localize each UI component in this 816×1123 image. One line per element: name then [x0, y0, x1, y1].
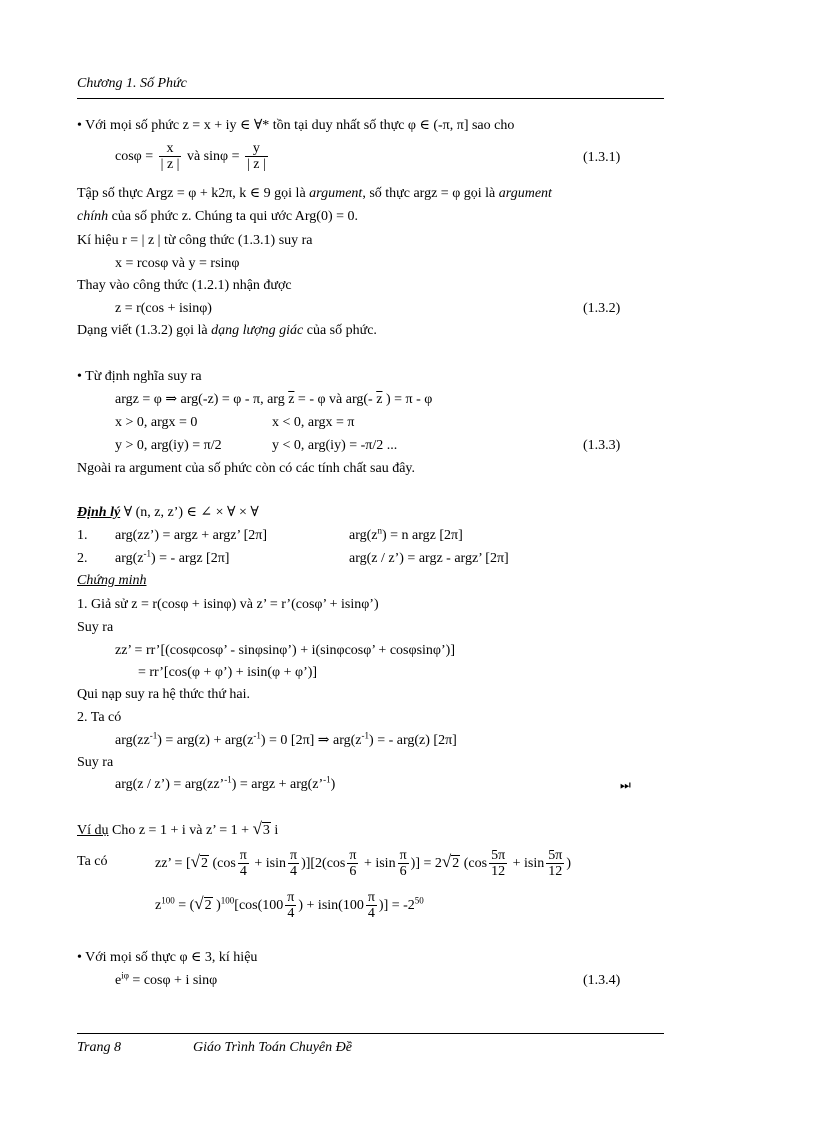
- formula-line: [155, 845, 571, 881]
- denominator: 6: [399, 864, 407, 880]
- equation-number: (1.3.3): [583, 438, 621, 453]
- text-line: Ta có: [77, 854, 108, 869]
- text-line: 2. Ta có: [77, 710, 122, 725]
- end-of-proof-icon: ⏭: [620, 778, 631, 792]
- text-line: • Từ định nghĩa suy ra: [77, 369, 202, 384]
- conjugate-z: $\overline{z}$: [288, 392, 295, 407]
- text-span: (cos: [208, 856, 236, 871]
- fraction: [366, 890, 377, 921]
- superscript: 100: [161, 895, 175, 906]
- text-line: = rr’[cos(φ + φ’) + isin(φ + φ’)]: [138, 665, 318, 680]
- text-span: + isin: [250, 856, 286, 871]
- equation-number: (1.3.1): [583, 150, 621, 165]
- text-line: Suy ra: [77, 755, 114, 770]
- numerator: π: [399, 848, 407, 864]
- text-span: argz = φ ⇒ arg(-z) = φ - π, arg: [115, 392, 289, 407]
- text-span: ) + isin(100: [298, 898, 364, 913]
- text-span: + isin: [509, 856, 545, 871]
- numerator: π: [289, 848, 298, 864]
- equation-number: (1.3.2): [583, 301, 621, 316]
- text-line: Qui nạp suy ra hệ thức thứ hai.: [77, 687, 251, 702]
- denominator: 4: [290, 864, 298, 880]
- book-title: Giáo Trình Toán Chuyên Đề: [193, 1040, 352, 1055]
- text-line: x > 0, argx = 0: [115, 415, 198, 430]
- text-line: Ngoài ra argument của số phức còn có các tính chất sau đây.: [77, 461, 416, 476]
- text-line: [77, 185, 552, 203]
- fraction: [398, 848, 409, 879]
- radicand: 3: [262, 823, 270, 838]
- text-span: z: [155, 898, 162, 913]
- example-title: Ví dụ: [77, 823, 109, 838]
- text-span: arg(z / z’) = arg(zz’: [115, 777, 225, 792]
- text-span: của số phức z. Chúng ta qui ước Arg(0) = 0.: [108, 209, 359, 224]
- header-rule: [77, 98, 664, 99]
- text-span: Cho z = 1 + i và z’ = 1 +: [108, 823, 253, 838]
- text-span: ): [212, 898, 221, 913]
- text-line: [115, 550, 229, 568]
- text-span: dạng lượng giác: [211, 323, 304, 338]
- text-span: ∀ (n, z, z’) ∈ ∠ × ∀ × ∀: [120, 505, 259, 520]
- fraction: [347, 848, 358, 879]
- superscript: -1: [149, 730, 158, 741]
- text-line: • Với mọi số thực φ ∈ 3, kí hiệu: [77, 950, 258, 965]
- proof-title: [77, 572, 146, 590]
- formula-line: [155, 887, 424, 923]
- numerator: π: [239, 848, 247, 864]
- numerator: y: [245, 141, 268, 157]
- fraction: [546, 848, 564, 879]
- text-span: = - φ và arg(-: [294, 392, 377, 407]
- text-span: và sinφ =: [186, 149, 240, 164]
- superscript: -1: [323, 774, 331, 785]
- numerator: 5π: [548, 848, 563, 864]
- text-span: )] = 2: [410, 856, 442, 871]
- text-line: [77, 820, 278, 840]
- text-span: arg(zz: [115, 733, 150, 748]
- superscript: iφ: [121, 970, 129, 981]
- text-span: i: [270, 823, 279, 838]
- text-span: cosφ =: [115, 149, 154, 164]
- theorem-line: [77, 504, 259, 522]
- numerator: π: [287, 890, 295, 906]
- superscript: -1: [224, 774, 232, 785]
- superscript: 50: [414, 895, 424, 906]
- text-line: [77, 208, 358, 226]
- formula-line: [115, 140, 270, 174]
- text-line: 1.: [77, 528, 88, 543]
- text-line: Kí hiệu r = | z | từ công thức (1.3.1) suy ra: [77, 233, 313, 248]
- denominator: | z |: [160, 157, 180, 173]
- fraction: [489, 848, 507, 879]
- sqrt: √3: [252, 819, 270, 838]
- text-span: ) = argz + arg(z’: [231, 777, 324, 792]
- text-span: arg(z: [115, 551, 144, 566]
- text-line: Suy ra: [77, 620, 114, 635]
- text-span: chính: [77, 209, 109, 224]
- superscript: 100: [220, 895, 235, 906]
- numerator: 5π: [491, 848, 506, 864]
- fraction: [245, 141, 268, 172]
- text-span: ): [330, 777, 336, 792]
- text-span: zz’ = [: [155, 856, 191, 871]
- chapter-header: Chương 1. Số Phức: [77, 76, 187, 91]
- denominator: 12: [491, 864, 506, 880]
- text-line: zz’ = rr’[(cosφcosφ’ - sinφsinφ’) + i(sinφcosφ’ + cosφsinφ’)]: [115, 643, 455, 658]
- equation-number: (1.3.4): [583, 973, 621, 988]
- radicand: 2: [200, 856, 208, 871]
- text-line: [349, 527, 463, 545]
- superscript: -1: [253, 730, 261, 741]
- denominator: | z |: [247, 157, 266, 173]
- text-line: 2.: [77, 551, 88, 566]
- denominator: 6: [349, 864, 357, 880]
- text-span: ) = n argz [2π]: [382, 528, 463, 543]
- text-span: ) = π - φ: [382, 392, 433, 407]
- text-span: ): [566, 856, 572, 871]
- text-line: 1. Giả sử z = r(cosφ + isinφ) và z’ = r’(cosφ’ + isinφ’): [77, 597, 379, 612]
- page-number: Trang 8: [77, 1040, 121, 1055]
- denominator: 4: [239, 864, 247, 880]
- text-line: Thay vào công thức (1.2.1) nhận được: [77, 278, 292, 293]
- text-line: [115, 391, 432, 409]
- text-span: ) = - argz [2π]: [151, 551, 230, 566]
- text-line: [115, 972, 217, 990]
- text-span: ) = arg(z) + arg(z: [157, 733, 254, 748]
- text-span: argument: [498, 186, 552, 201]
- denominator: 4: [367, 906, 375, 922]
- fraction: [285, 890, 296, 921]
- sqrt: √2: [190, 852, 208, 871]
- text-span: Dạng viết (1.3.2) gọi là: [77, 323, 212, 338]
- text-span: e: [115, 973, 122, 988]
- text-line: z = r(cos + isinφ): [115, 301, 212, 316]
- sqrt: √2: [194, 894, 212, 913]
- text-line: • Với mọi số phức z = x + iy ∈ ∀* tồn tại duy nhất số thực φ ∈ (-π, π] sao cho: [77, 118, 515, 133]
- fraction: [238, 848, 249, 879]
- footer-rule: [77, 1033, 664, 1034]
- text-span: arg(z: [349, 528, 378, 543]
- text-span: )][2(cos: [301, 856, 346, 871]
- text-line: [77, 322, 377, 340]
- radicand: 2: [452, 856, 460, 871]
- text-line: x < 0, argx = π: [272, 415, 355, 430]
- numerator: π: [349, 848, 357, 864]
- text-line: [115, 776, 335, 794]
- text-span: )] = -2: [378, 898, 415, 913]
- numerator: x: [159, 141, 182, 157]
- text-line: [115, 732, 457, 750]
- text-span: argument: [309, 186, 363, 201]
- text-span: Chứng minh: [77, 573, 147, 588]
- denominator: 4: [287, 906, 295, 922]
- text-span: ) = 0 [2π] ⇒ arg(z: [260, 733, 362, 748]
- text-span: [cos(100: [234, 898, 284, 913]
- radicand: 2: [204, 898, 212, 913]
- text-line: arg(z / z’) = argz - argz’ [2π]: [349, 551, 509, 566]
- denominator: 12: [548, 864, 563, 880]
- text-line: arg(zz’) = argz + argz’ [2π]: [115, 528, 268, 543]
- sqrt: √2: [441, 852, 460, 871]
- text-span: Tập số thực Argz = φ + k2π, k ∈ 9 gọi là: [77, 186, 310, 201]
- text-span: , số thực argz = φ gọi là: [362, 186, 499, 201]
- conjugate-z: $\overline{z}$: [376, 392, 383, 407]
- text-span: = (: [174, 898, 195, 913]
- text-span: + isin: [360, 856, 396, 871]
- text-line: y < 0, arg(iy) = -π/2 ...: [272, 438, 398, 453]
- fraction: [288, 848, 299, 879]
- text-span: (cos: [460, 856, 488, 871]
- text-span: ) = - arg(z) [2π]: [369, 733, 457, 748]
- superscript: n: [377, 525, 382, 536]
- text-line: x = rcosφ và y = rsinφ: [115, 256, 240, 271]
- superscript: -1: [361, 730, 370, 741]
- superscript: -1: [143, 548, 151, 559]
- text-line: y > 0, arg(iy) = π/2: [115, 438, 222, 453]
- theorem-title: Định lý: [77, 505, 121, 520]
- fraction: [159, 141, 182, 172]
- text-span: của số phức.: [303, 323, 377, 338]
- text-span: = cosφ + i sinφ: [128, 973, 218, 988]
- numerator: π: [367, 890, 375, 906]
